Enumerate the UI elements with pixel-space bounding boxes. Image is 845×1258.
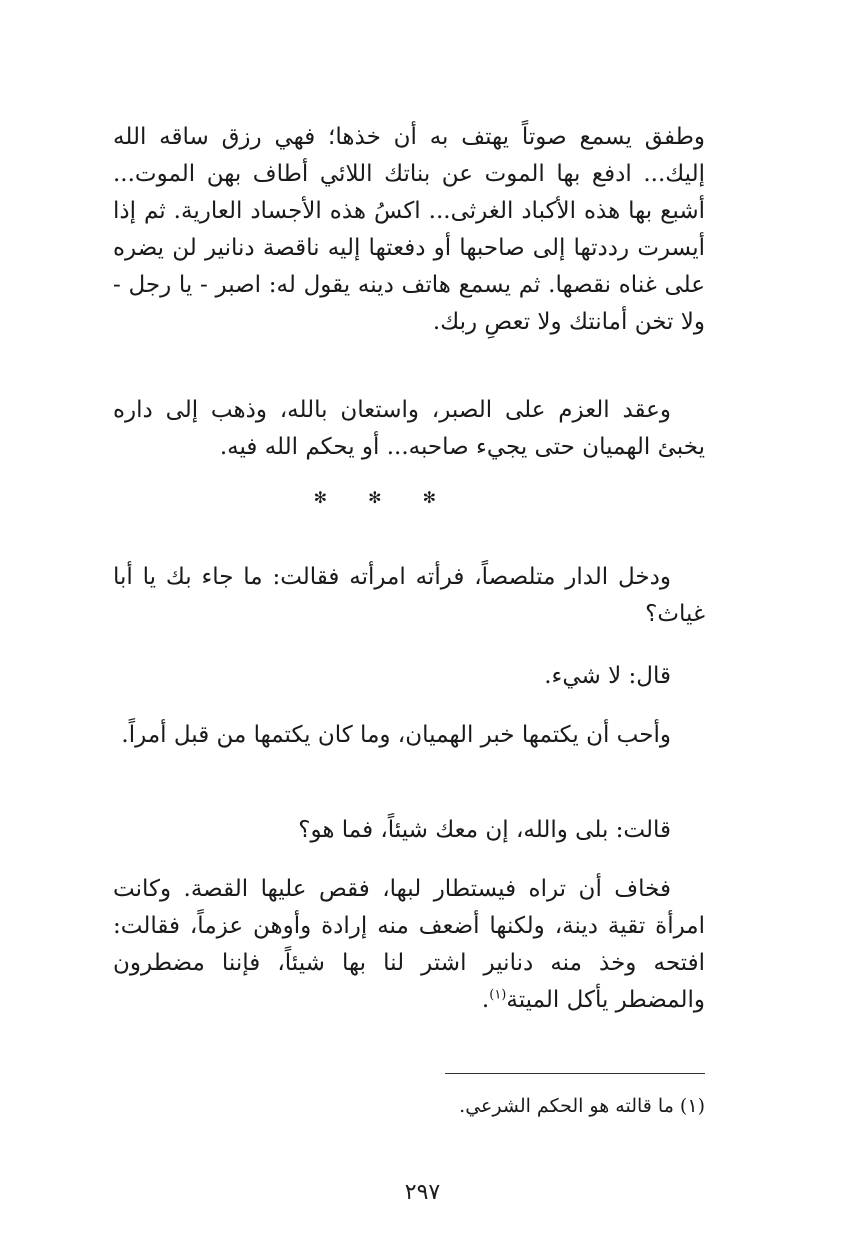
paragraph-7: [113, 871, 705, 1019]
paragraph-5-text: وأحب أن يكتمها خبر الهميان، وما كان يكتمها من قبل أمراً.: [121, 722, 671, 748]
footnote-divider: [445, 1073, 705, 1074]
paragraph-6-text: قالت: بلى والله، إن معك شيئاً، فما هو؟: [298, 817, 671, 843]
section-separator: ✻ ✻ ✻: [313, 488, 454, 507]
paragraph-1-text: وطفق يسمع صوتاً يهتف به أن خذها؛ فهي رزق ساقه الله إليك... ادفع بها الموت عن بناتك اللائي أطاف بهن الموت... أشبع بها هذه الأكباد الغرثى... اكسُ هذه الأجساد العارية. ثم إذا أيسرت رددتها إلى صاحبها أو دفعتها إليه ناقصة دنانير لن يضره على غناه نقصها. ثم يسمع هاتف دينه يقول له: اصبر - يا رجل - ولا تخن أمانتك ولا تعصِ ربك.: [113, 124, 705, 335]
paragraph-1: [113, 119, 705, 341]
paragraph-2-text: وعقد العزم على الصبر، واستعان بالله، وذهب إلى داره يخبئ الهميان حتى يجيء صاحبه... أو يحكم الله فيه.: [113, 397, 705, 460]
paragraph-5: [113, 717, 705, 754]
page-number: ٢٩٧: [404, 1180, 441, 1205]
paragraph-4-text: قال: لا شيء.: [544, 663, 671, 689]
paragraph-7-end: .: [481, 987, 490, 1013]
paragraph-3: [113, 559, 705, 633]
paragraph-7-text: [113, 871, 705, 1019]
footnote: (١) ما قالته هو الحكم الشرعي.: [459, 1095, 705, 1117]
paragraph-6: [113, 812, 705, 849]
paragraph-7-body: فخاف أن تراه فيستطار لبها، فقص عليها القصة. وكانت امرأة تقية دينة، ولكنها أضعف منه إرادة وأوهن عزماً، فقالت: افتحه وخذ منه دنانير اشتر لنا بها شيئاً، فإننا مضطرون والمضطر يأكل الميتة: [113, 876, 705, 1013]
paragraph-4: [113, 658, 705, 695]
paragraph-2: [113, 392, 705, 466]
paragraph-3-text: ودخل الدار متلصصاً، فرأته امرأته فقالت: ما جاء بك يا أبا غياث؟: [113, 564, 705, 627]
footnote-reference: (١): [489, 987, 507, 1003]
